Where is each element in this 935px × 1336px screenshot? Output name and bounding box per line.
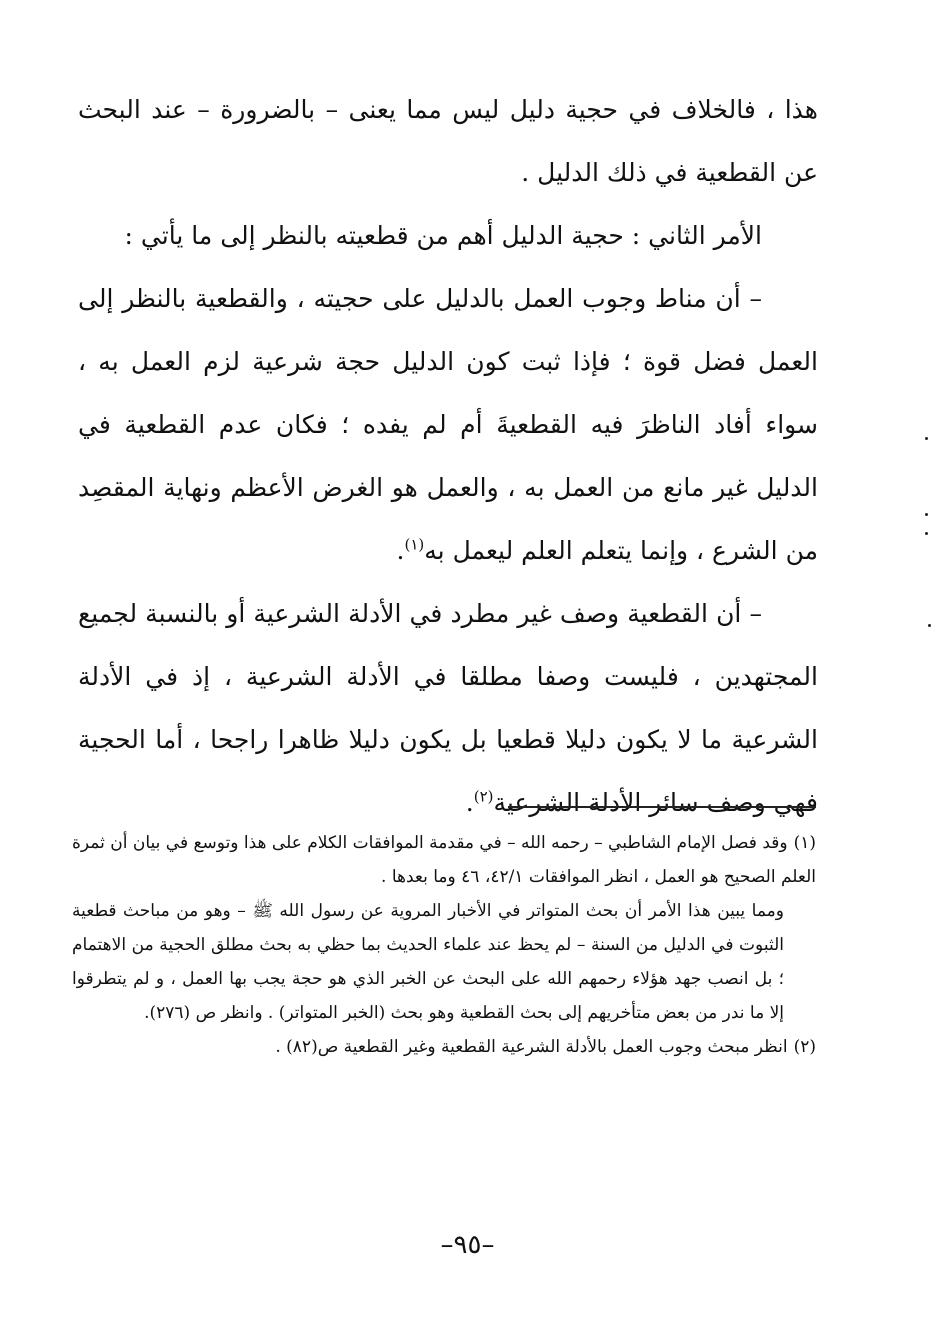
footnote-1-text: وقد فصل الإمام الشاطبي – رحمه الله – في مقدمة الموافقات الكلام على هذا وتوسع في بيان أن ثمرة العلم الصحيح هو العمل ، انظر الموافقات ٤٢/١، ٤٦ وما بعدها .	[72, 833, 816, 887]
footnotes-section	[72, 826, 816, 1064]
paragraph-4-tail: .	[465, 788, 474, 817]
paragraph-1	[78, 78, 818, 204]
footnote-2	[72, 1030, 816, 1064]
paragraph-2	[78, 204, 818, 267]
footnote-2-number: (٢)	[793, 1037, 816, 1057]
paragraph-4-text: – أن القطعية وصف غير مطرد في الأدلة الشرعية أو بالنسبة لجميع المجتهدين ، فليست وصفا مطلقا في الأدلة الشرعية ، إذ في الأدلة الشرعية ما لا يكون دليلا قطعيا بل يكون دليلا ظاهرا راجحا ، أما الحجية فهي وصف سائر الأدلة الشرعية	[78, 599, 818, 817]
footnote-1-number: (١)	[793, 833, 816, 853]
paragraph-4	[78, 582, 818, 834]
footnote-1-continuation	[72, 894, 816, 1030]
paragraph-3-text: – أن مناط وجوب العمل بالدليل على حجيته ، والقطعية بالنظر إلى العمل فضل قوة ؛ فإذا ثبت كون الدليل حجة شرعية لزم العمل به ، سواء أفاد الناظرَ فيه القطعيةَ أم لم يفده ؛ فكان عدم القطعية في الدليل غير مانع من العمل به ، والعمل هو الغرض الأعظم ونهاية المقصِد من الشرع ، وإنما يتعلم العلم ليعمل به	[78, 284, 818, 565]
footnote-ref-2[interactable]: (٢)	[473, 787, 494, 806]
paragraph-1-text: هذا ، فالخلاف في حجية دليل ليس مما يعنى – بالضرورة – عند البحث عن القطعية في ذلك الدليل .	[78, 95, 818, 187]
scan-mark	[925, 532, 928, 535]
footnote-1-continuation-text: ومما يبين هذا الأمر أن بحث المتواتر في الأخبار المروية عن رسول الله ﷺ – وهو من مباحث قطعية الثبوت في الدليل من السنة – لم يحظ عند علماء الحديث بما حظي به بحث مطلق الحجية من الاهتمام ؛ بل انصب جهد هؤلاء رحمهم الله على البحث عن الخبر الذي هو حجة يجب بها العمل ، و لم يتطرقوا إلا ما ندر من بعض متأخريهم إلى بحث القطعية وهو بحث (الخبر المتواتر) . وانظر ص (٢٧٦).	[72, 901, 784, 1023]
paragraph-3	[78, 267, 818, 582]
scan-mark	[925, 437, 928, 440]
paragraph-2-text: الأمر الثاني : حجية الدليل أهم من قطعيته بالنظر إلى ما يأتي :	[124, 221, 762, 250]
footnote-ref-1[interactable]: (١)	[404, 535, 425, 554]
page-number: –٩٥–	[440, 1230, 495, 1260]
paragraph-3-tail: .	[396, 536, 405, 565]
footnote-1	[72, 826, 816, 894]
scan-mark	[928, 624, 931, 627]
scan-mark	[925, 513, 928, 516]
footnote-2-text: انظر مبحث وجوب العمل بالأدلة الشرعية القطعية وغير القطعية ص(٨٢) .	[275, 1037, 788, 1057]
footnote-separator	[508, 806, 816, 808]
main-text	[78, 78, 818, 834]
